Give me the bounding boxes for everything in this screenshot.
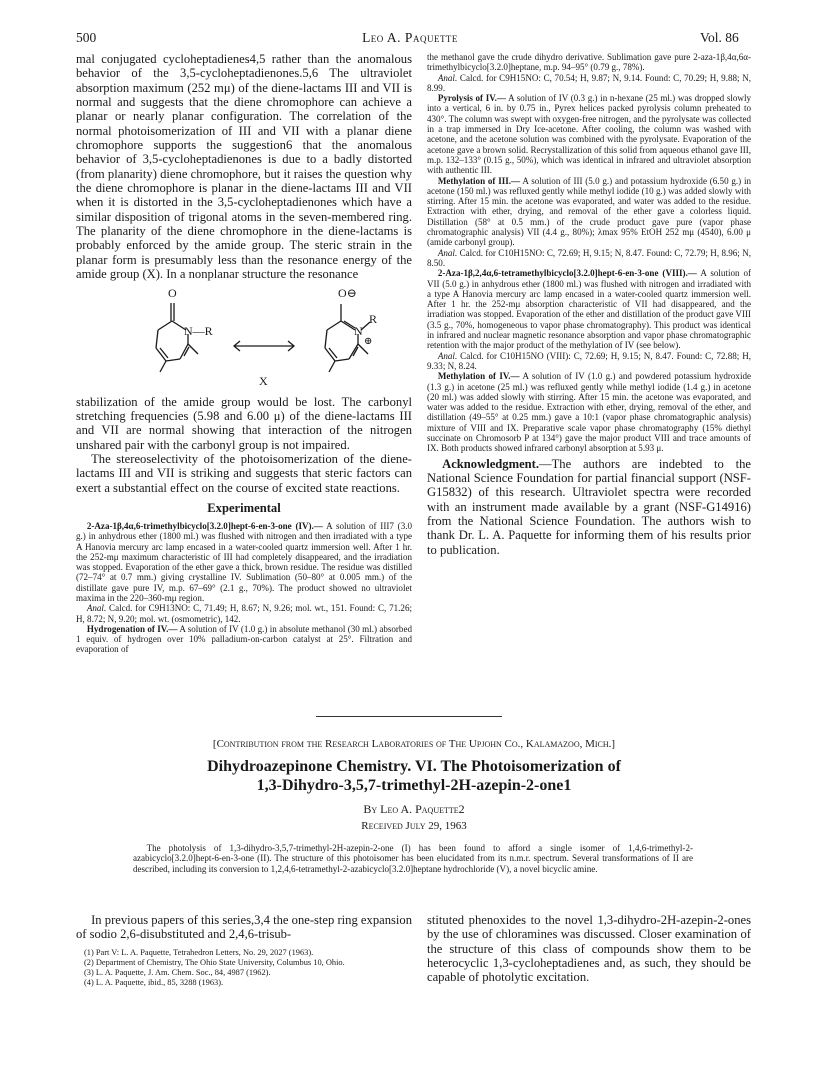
experimental-iv: 2-Aza-1β,4α,6-trimethylbicyclo[3.2.0]hept-6-en-3-one (IV).— A solution of III7 (3.0 g.) in anhydrous ether (1800 ml.) was flushed with nitrogen and then irradiated with a type A Hanovia mercury arc lamp encased in a water-cooled quartz immersion well. After 1 hr. the 252-mμ maximum characteristic of III had completely disappeared, and the irradiation was stopped. Evaporation of the ether gave a thick, brown residue. The residue was distilled (72–74° at 0.7 mm.) giving crystalline IV. Sublimation (50–80° at 0.005 mm.) of the distillate gave pure IV, m.p. 67–69° (2.1 g., 70%). The product showed no ultraviolet maxima in the 220–360-mμ region. — [76, 520, 412, 603]
methylation-iv: Methylation of IV.— A solution of IV (1.0 g.) and powdered potassium hydroxide (1.3 g.) in acetone (25 ml.) was refluxed gently while methyl iodide (1.4 g.) in acetone (20 ml.) was added slowly with stirring. After 15 min. the acetone was evaporated, and water was added to the residue. Extraction with ether, drying, removal of the ether, and distillation (49–55° at 0.25 mm.) gave a 10:1 (vapor phase chromatographic analysis) mixture of VIII and IX. Preparative scale vapor phase chromatography (15% diethyl succinate on Chromosorb P at 134°) gave the major product VIII and trace amounts of IX. Both products showed infrared carbonyl absorption at 5.93 μ. — [427, 371, 752, 454]
footnote-4: (4) L. A. Paquette, ibid., 85, 3288 (1963). — [84, 977, 224, 987]
intro-left-column: In previous papers of this series,3,4 the one-step ring expansion of sodio 2,6-disubstituted and 2,4,6-trisub- (1) Part V: L. A. Paquette, Tetrahedron Letters, No. 29, 2027 (1963). (2) Department of Chemistry, The Ohio State University, Columbus 10, Ohio. (3) L. A. Paquette, J. Am. Chem. Soc., 84, 4987 (1962). (4) L. A. Paquette, ibid., 85, 3288 (1963). — [76, 913, 412, 987]
analysis-vii: Anal. Calcd. for C10H15NO: C, 72.69; H, 9.15; N, 8.47. Found: C, 72.79; H, 8.96; N, 8.50. — [427, 247, 751, 268]
oxyanion-label: O⊖ — [338, 285, 357, 300]
intro-paragraph: mal conjugated cycloheptadienes4,5 rather than the anomalous behavior of the 3,5-cycloheptadienones.5,6 The ultraviolet absorption maximum (252 mμ) of the diene-lactams III and VII is normal and suggests that the diene chromophore can achieve a planar or nearly planar configuration. The correlation of the normal photoisomerization of III and VII with a planar diene chromophore supports the suggestion6 that the anomalous behavior of 3,5-cycloheptadienones is due to a badly distorted (from planarity) diene chromophore, but it raises the question why the diene chromophore is planar in the diene-lactams III and VII when it is distorted in the 3,5-cycloheptadienones which have a similar disposition of trigonal atoms in the seven-membered ring. The planarity of the diene chromophore in the diene-lactams is probably enforced by the amide group. The steric strain in the planar form is presumably less than the resonance energy of the amide group (X). In a nonplanar structure the resonance — [76, 52, 412, 282]
contribution-line: [Contribution from the Research Laboratories of The Upjohn Co., Kalamazoo, Mich.] — [212, 738, 616, 750]
resonance-figure — [76, 286, 412, 392]
page-number: 500 — [76, 30, 97, 45]
pyrolysis-iv: Pyrolysis of IV.— A solution of IV (0.3 g.) in n-hexane (25 ml.) was dropped slowly into a vertical, 6 in. by 0.75 in., Pyrex helices packed pyrolysis column preheated to 430°. The column was swept with oxygen-free nitrogen, and the pyrolysate was collected in a trap immersed in Dry Ice-acetone. After cooling, the column was washed with acetone, and the acetone solution was combined with the pyrolysate. Evaporation of the acetone gave a brown solid. Recrystallization of this solid from aqueous ethanol gave III, m.p. 132–133° (0.15 g., 50%), which was identical in infrared and ultraviolet absorption with authentic III. — [427, 93, 751, 176]
footnote-1: (1) Part V: L. A. Paquette, Tetrahedron Letters, No. 29, 2027 (1963). — [84, 947, 314, 957]
resonance-structures — [76, 286, 412, 392]
right-column — [427, 52, 751, 557]
experimental-viii: 2-Aza-1β,2,4α,6-tetramethylbicyclo[3.2.0]hept-6-en-3-one (VIII).— A solution of VII (5.0 g.) in anhydrous ether (1800 ml.) was flushed with nitrogen and irradiated with a type A Hanovia mercury arc lamp encased in a water-cooled quartz immersion well. After 1 hr. the 252-mμ absorption characteristic of VII had disappeared, and the irradiation was stopped. Evaporation of the ether and distillation of the product gave VIII (3.5 g., 70%, homogeneous to vapor phase chromatography). This product was identical in infrared and nuclear magnetic resonance absorption and vapor phase chromatographic retention with the major product of the methylation of IV (see below). — [427, 268, 752, 351]
r-label: R — [369, 311, 378, 326]
carbonyl-paragraph: stabilization of the amide group would be lost. The carbonyl stretching frequencies (5.98 and 6.00 μ) of the diene-lactams III and VII are normal showing that interaction of the nitrogen unshared pair with the carbonyl group is not impaired. — [76, 394, 412, 452]
experimental-heading: Experimental — [207, 500, 281, 515]
abstract: The photolysis of 1,3-dihydro-3,5,7-trimethyl-2H-azepin-2-one (I) has been found to afford a single isomer of 1,4,6-trimethyl-2-azabicyclo[3.2.0]hept-6-en-3-one (II). The structure of this photoisomer has been elucidated from its n.m.r. spectrum. Several transformations of II are described, including its conversion to 1,2,4,6-tetramethyl-2-azabicyclo[3.2.0]heptane hydrochloride (V), a novel bicyclic amine. — [133, 843, 693, 874]
article-title: Dihydroazepinone Chemistry. VI. The Photoisomerization of 1,3-Dihydro-3,5,7-trimethyl-2H-azepin-2-one1 — [207, 758, 621, 794]
section-divider — [316, 716, 502, 717]
dihydro-paragraph: the methanol gave the crude dihydro derivative. Sublimation gave pure 2-aza-1β,4α,6α-trimethylbicyclo[3.2.0]heptane, m.p. 94–95° (0.79 g., 78%). — [427, 52, 751, 73]
footnote-2: (2) Department of Chemistry, The Ohio State University, Columbus 10, Ohio. — [84, 957, 345, 967]
n-label: N — [354, 323, 363, 338]
structure-label-x: X — [259, 373, 268, 388]
analysis-viii: Anal. Calcd. for C10H15NO (VIII): C, 72.69; H, 9.15; N, 8.47. Found: C, 72.88; H, 9.33; N, 8.24. — [427, 350, 751, 371]
byline: By Leo A. Paquette2 — [363, 802, 465, 816]
received-date: Received July 29, 1963 — [361, 820, 467, 832]
left-column — [76, 52, 412, 655]
footnote-3: (3) L. A. Paquette, J. Am. Chem. Soc., 84, 4987 (1962). — [84, 967, 271, 977]
analysis-iv: Anal. Calcd. for C9H13NO: C, 71.49; H, 8.67; N, 9.26; mol. wt., 151. Found: C, 71.26; H, 8.72; N, 9.20; mol. wt. (osmometric), 142. — [76, 603, 412, 624]
running-author: Leo A. Paquette — [362, 30, 458, 45]
plus-label: ⊕ — [364, 335, 373, 347]
analysis-dihydro: Anal. Calcd. for C9H15NO: C, 70.54; H, 9.87; N, 9.14. Found: C, 70.29; H, 9.88; N, 8.99. — [427, 72, 751, 93]
hydrogenation-iv: Hydrogenation of IV.— A solution of IV (1.0 g.) in absolute methanol (30 ml.) absorbed 1 equiv. of hydrogen over 10% palladium-on-carbon catalyst at 25°. Filtration and evaporation of — [76, 623, 412, 655]
stereoselectivity-paragraph: The stereoselectivity of the photoisomerization of the diene-lactams III and VII is striking and suggests that steric factors can exert a substantial effect on the course of excited state reactions. — [76, 451, 412, 495]
methylation-iii: Methylation of III.— A solution of III (5.0 g.) and potassium hydroxide (6.50 g.) in acetone (150 ml.) was refluxed gently while methyl iodide (10 g.) was added slowly with stirring. After 15 min. the acetone was evaporated, and water was added to the residue. Extraction with ether, drying, and removal of the ether gave a colorless liquid. Distillation (58° at 0.5 mm.) of the crude product gave pure (vapor phase chromatographic analysis) VII (4.4 g., 80%); λmax 95% EtOH 252 mμ (4540), 6.00 μ (amide carbonyl group). — [427, 175, 751, 248]
volume: Vol. 86 — [700, 30, 739, 45]
oxygen-label: O — [168, 285, 177, 300]
n-r-label: N—R — [184, 323, 213, 338]
intro-right-column: stituted phenoxides to the novel 1,3-dihydro-2H-azepin-2-ones by the use of chloramines was discussed. Closer examination of the structure of this class of compounds show them to be heterocyclic 1,3-cycloheptadienes and, as such, they should be capable of photolytic excitation. — [427, 913, 751, 985]
acknowledgment: Acknowledgment.—The authors are indebted to the National Science Foundation for partial financial support (NSF-G15832) of this research. Ultraviolet spectra were recorded with an instrument made available by a grant (NSF-G14916) from the National Science Foundation. The authors wish to thank Dr. L. A. Paquette for informing them of his results prior to publication. — [427, 456, 751, 557]
footnotes — [76, 948, 412, 988]
